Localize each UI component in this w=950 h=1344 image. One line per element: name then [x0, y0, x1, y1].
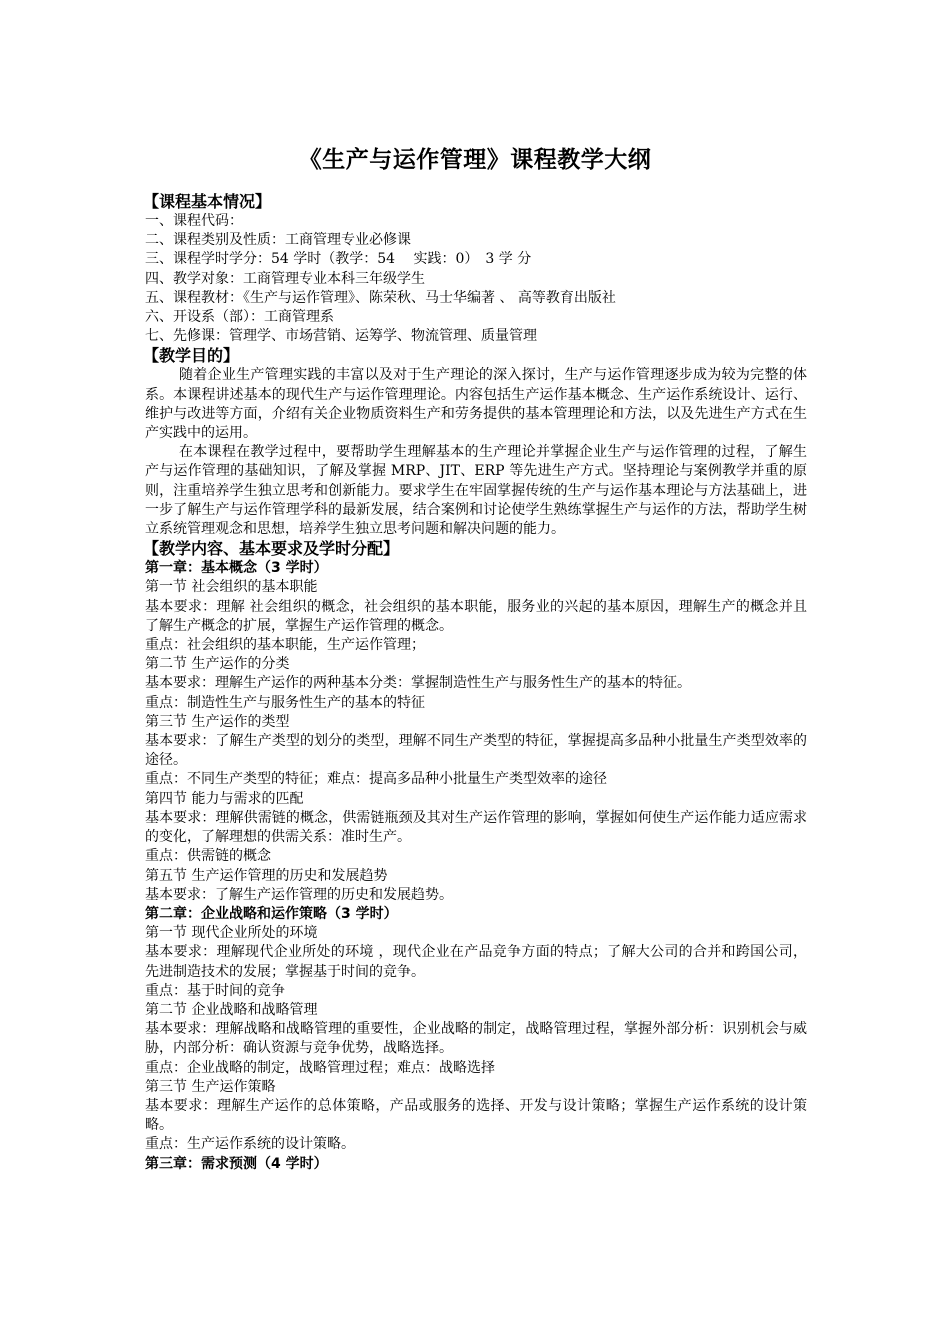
chapter-title: 第一章：基本概念（3 学时）: [145, 560, 328, 577]
section-title: 第五节 生产运作管理的历史和发展趋势: [145, 867, 388, 884]
section-key: 重点：社会组织的基本职能，生产运作管理；: [145, 637, 425, 654]
chapter-title: 第三章：需求预测（4 学时）: [145, 1155, 328, 1172]
section-key: 重点：制造性生产与服务性生产的基本的特征: [145, 694, 425, 711]
section-title: 第一节 社会组织的基本职能: [145, 579, 318, 596]
basic-info-item: 七、先修课：管理学、市场营销、运筹学、物流管理、质量管理: [145, 328, 537, 345]
purpose-paragraph: 在本课程在教学过程中，要帮助学生理解基本的生产理论并掌握企业生产与运作管理的过程，了解生产与运作管理的基础知识，了解及掌握 MRP、JIT、ERP 等先进生产方式。坚持理论与案例教学并重的原则，注重培养学生独立思考和创新能力。要求学生在牢固掌握传统的生产与运作基本理论与方法基础上，进一步了解生产与运作管理学科的最新发展，结合案例和讨论使学生熟练掌握生产与运作的方法，帮助学生树立系统管理观念和思想，培养学生独立思考问题和解决问题的能力。: [145, 444, 807, 538]
basic-info-item: 四、教学对象：工商管理专业本科三年级学生: [145, 270, 425, 287]
section-requirement: 基本要求：了解生产运作管理的历史和发展趋势。: [145, 886, 453, 903]
content-heading: 【教学内容、基本要求及学时分配】: [143, 539, 400, 559]
section-title: 第三节 生产运作策略: [145, 1078, 276, 1095]
basic-info-item: 一、课程代码：: [145, 213, 243, 229]
section-requirement: 基本要求：理解生产运作的两种基本分类：掌握制造性生产与服务性生产的基本的特征。: [145, 675, 691, 692]
basic-info-heading: 【课程基本情况】: [143, 192, 272, 211]
basic-info-item: 二、课程类别及性质：工商管理专业必修课: [145, 232, 411, 249]
section-key: 重点：不同生产类型的特征；难点：提高多品种小批量生产类型效率的途径: [145, 771, 607, 788]
section-requirement: 基本要求：理解生产运作的总体策略，产品或服务的选择、开发与设计策略；掌握生产运作系统的设计策略。: [145, 1097, 807, 1134]
section-title: 第四节 能力与需求的匹配: [145, 790, 304, 807]
basic-info-item: 三、课程学时学分：54 学时（教学：54 实践：0） 3 学 分: [145, 251, 532, 268]
section-requirement: 基本要求：理解供需链的概念，供需链瓶颈及其对生产运作管理的影响，掌握如何使生产运作能力适应需求的变化，了解理想的供需关系：准时生产。: [145, 809, 807, 846]
purpose-paragraph: 随着企业生产管理实践的丰富以及对于生产理论的深入探讨，生产与运作管理逐步成为较为完整的体系。本课程讲述基本的现代生产与运作管理理论。内容包括生产运作基本概念、生产运作系统设计、运行、维护与改进等方面，介绍有关企业物质资料生产和劳务提供的基本管理理论和方法，以及先进生产方式在生产实践中的运用。: [145, 367, 807, 442]
section-key: 重点：基于时间的竞争: [145, 982, 285, 999]
section-key: 重点：生产运作系统的设计策略。: [145, 1136, 355, 1153]
section-requirement: 基本要求：理解 社会组织的概念，社会组织的基本职能，服务业的兴起的基本原因，理解生产的概念并且了解生产概念的扩展，掌握生产运作管理的概念。: [145, 598, 807, 634]
document-body: [145, 192, 807, 1174]
section-requirement: 基本要求：理解战略和战略管理的重要性，企业战略的制定，战略管理过程，掌握外部分析：识别机会与威胁，内部分析：确认资源与竞争优势，战略选择。: [145, 1021, 807, 1057]
basic-info-item: 六、开设系（部）：工商管理系: [145, 309, 334, 326]
section-key: 重点：企业战略的制定，战略管理过程；难点：战略选择: [145, 1059, 495, 1076]
section-title: 第三节 生产运作的类型: [145, 713, 290, 730]
section-title: 第二节 企业战略和战略管理: [145, 1001, 318, 1018]
purpose-heading: 【教学目的】: [143, 346, 240, 366]
document-title: 《生产与运作管理》课程教学大纲: [298, 147, 652, 173]
section-title: 第二节 生产运作的分类: [145, 656, 290, 673]
chapter-title: 第二章：企业战略和运作策略（3 学时）: [145, 905, 398, 922]
section-requirement: 基本要求：了解生产类型的划分的类型，理解不同生产类型的特征，掌握提高多品种小批量生产类型效率的途径。: [145, 733, 807, 769]
section-key: 重点：供需链的概念: [145, 848, 271, 865]
basic-info-item: 五、课程教材：《生产与运作管理》、陈荣秋、马士华编著 、 高等教育出版社: [145, 289, 616, 306]
section-requirement: 基本要求：理解现代企业所处的环境 ，现代企业在产品竞争方面的特点；了解大公司的合并和跨国公司，先进制造技术的发展；掌握基于时间的竞争。: [145, 944, 807, 980]
section-title: 第一节 现代企业所处的环境: [145, 925, 318, 942]
